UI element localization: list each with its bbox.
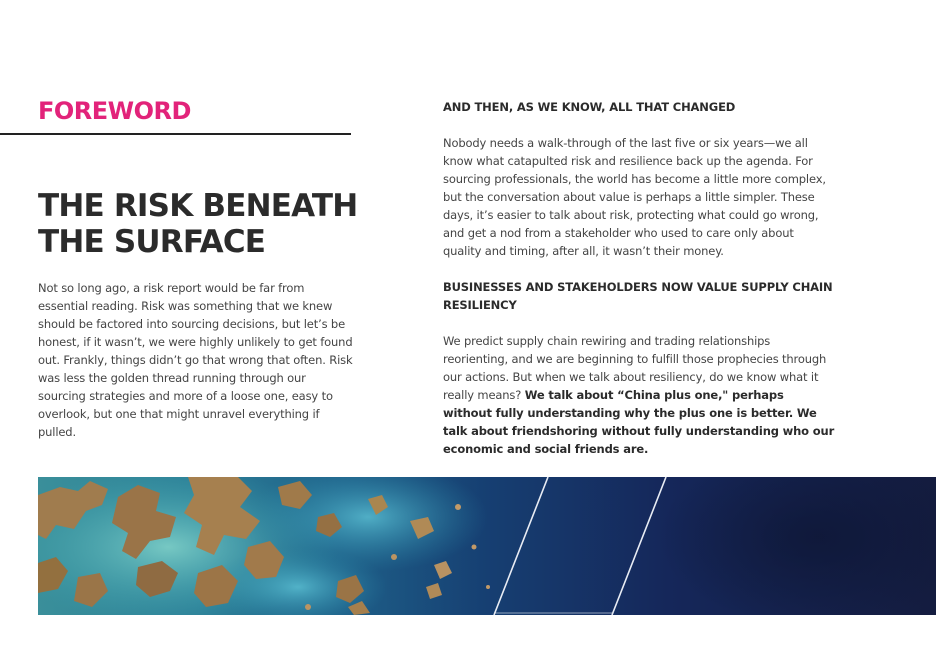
section-2-text: We predict supply chain rewiring and trading relationships reorienting, and we are beginning to fulfill those prophecies through our actions. But when we talk about resiliency, do we know what it really means? bbox=[443, 334, 827, 402]
section-2-heading: BUSINESSES AND STAKEHOLDERS NOW VALUE SUPPLY CHAIN RESILIENCY bbox=[443, 280, 833, 312]
satellite-coastline-image bbox=[38, 477, 936, 615]
intro-paragraph: Not so long ago, a risk report would be far from essential reading. Risk was something that we knew should be factored into sourcing decisions, but let’s be honest, if it wasn’t, we were highly unlikely to get found out. Frankly, things didn’t go that wrong that often. Risk was less the golden thread running through our sourcing strategies and more of a loose one, easy to overlook, but one that might unravel everything if pulled. bbox=[38, 281, 353, 439]
section-2-bold-text: We talk about “China plus one," perhaps without fully understanding why the plus one is better. We talk about friendshoring without fully understanding who our economic and social friends are. bbox=[443, 388, 835, 456]
page-title-line-2: THE SURFACE bbox=[38, 224, 266, 260]
heading-divider bbox=[0, 133, 351, 135]
right-column bbox=[443, 98, 835, 458]
page-title bbox=[38, 188, 358, 260]
page-title-line-1: THE RISK BENEATH bbox=[38, 188, 358, 224]
foreword-heading: FOREWORD bbox=[38, 97, 191, 125]
section-1-heading: AND THEN, AS WE KNOW, ALL THAT CHANGED bbox=[443, 100, 736, 114]
left-column bbox=[38, 279, 356, 441]
satellite-image-graphic bbox=[38, 477, 936, 615]
section-2-paragraph bbox=[443, 332, 835, 458]
section-1-paragraph: Nobody needs a walk-through of the last five or six years—we all know what catapulted risk and resilience back up the agenda. For sourcing professionals, the world has become a little more complex, but the conversation about value is perhaps a little simpler. These days, it’s easier to talk about risk, protecting what could go wrong, and get a nod from a stakeholder who used to care only about quality and timing, after all, it wasn’t their money. bbox=[443, 136, 826, 258]
